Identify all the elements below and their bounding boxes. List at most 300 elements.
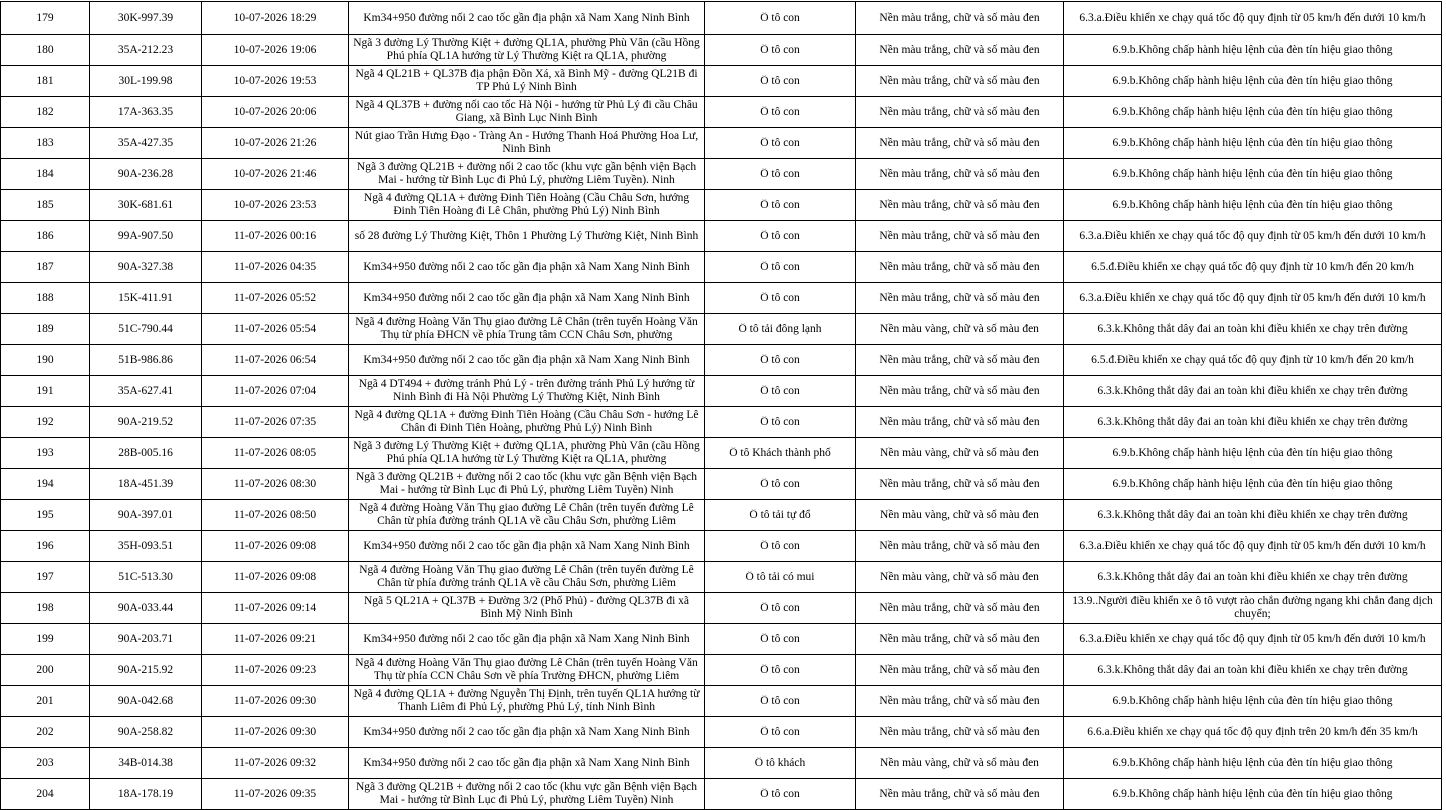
row-number bbox=[1, 35, 90, 66]
cell-plate-color: Nền màu trắng, chữ và số màu đen bbox=[879, 167, 1040, 180]
cell-plate: 51B-986.86 bbox=[118, 353, 173, 366]
cell-violation: 6.3.k.Không thắt dây đai an toàn khi điều khiển xe chạy trên đường bbox=[1097, 322, 1408, 335]
cell-plate: 90A-033.44 bbox=[117, 601, 174, 614]
license-plate bbox=[90, 314, 202, 345]
cell-vehicle: Ô tô con bbox=[760, 198, 800, 211]
plate-color bbox=[856, 748, 1064, 779]
cell-stt: 204 bbox=[36, 787, 54, 800]
cell-plate: 90A-236.28 bbox=[117, 167, 174, 180]
row-number bbox=[1, 376, 90, 407]
cell-time: 10-07-2026 21:26 bbox=[233, 136, 317, 149]
vehicle-type bbox=[705, 407, 856, 438]
plate-color bbox=[856, 438, 1064, 469]
cell-location: Km34+950 đường nối 2 cao tốc gần địa phận xã Nam Xang Ninh Bình bbox=[363, 260, 690, 273]
cell-stt: 195 bbox=[36, 508, 54, 521]
plate-color bbox=[856, 252, 1064, 283]
cell-stt: 197 bbox=[36, 570, 54, 583]
vehicle-type bbox=[705, 2, 856, 35]
table-row bbox=[1, 748, 1442, 779]
table-row bbox=[1, 35, 1442, 66]
cell-time: 11-07-2026 09:30 bbox=[233, 725, 317, 738]
cell-violation: 6.3.a.Điều khiển xe chạy quá tốc độ quy định từ 05 km/h đến dưới 10 km/h bbox=[1079, 229, 1426, 242]
license-plate bbox=[90, 376, 202, 407]
license-plate bbox=[90, 562, 202, 593]
cell-stt: 179 bbox=[36, 11, 54, 24]
cell-time: 10-07-2026 23:53 bbox=[233, 198, 317, 211]
row-number bbox=[1, 128, 90, 159]
cell-vehicle: Ô tô con bbox=[760, 477, 800, 490]
violation-description bbox=[1064, 779, 1442, 810]
violation-location bbox=[349, 66, 705, 97]
violation-time bbox=[202, 438, 349, 469]
violation-description bbox=[1064, 159, 1442, 190]
vehicle-type bbox=[705, 438, 856, 469]
row-number bbox=[1, 314, 90, 345]
cell-violation: 6.6.a.Điều khiển xe chạy quá tốc độ quy định trên 20 km/h đến 35 km/h bbox=[1087, 725, 1418, 738]
cell-stt: 186 bbox=[36, 229, 54, 242]
row-number bbox=[1, 2, 90, 35]
license-plate bbox=[90, 438, 202, 469]
row-number bbox=[1, 221, 90, 252]
vehicle-type bbox=[705, 562, 856, 593]
violation-location bbox=[349, 748, 705, 779]
cell-plate-color: Nền màu trắng, chữ và số màu đen bbox=[879, 663, 1040, 676]
cell-vehicle: Ô tô con bbox=[760, 260, 800, 273]
cell-plate: 90A-203.71 bbox=[117, 632, 174, 645]
violation-description bbox=[1064, 438, 1442, 469]
cell-plate-color: Nền màu trắng, chữ và số màu đen bbox=[879, 11, 1040, 24]
row-number bbox=[1, 717, 90, 748]
table-row bbox=[1, 407, 1442, 438]
cell-vehicle: Ô tô con bbox=[760, 694, 800, 707]
violation-description bbox=[1064, 128, 1442, 159]
cell-violation: 6.9.b.Không chấp hành hiệu lệnh của đèn tín hiệu giao thông bbox=[1112, 105, 1393, 118]
row-number bbox=[1, 686, 90, 717]
table-row bbox=[1, 128, 1442, 159]
row-number bbox=[1, 500, 90, 531]
violation-time bbox=[202, 655, 349, 686]
license-plate bbox=[90, 35, 202, 66]
cell-plate: 90A-258.82 bbox=[117, 725, 174, 738]
vehicle-type bbox=[705, 128, 856, 159]
cell-plate: 18A-178.19 bbox=[117, 787, 174, 800]
cell-time: 10-07-2026 19:06 bbox=[233, 43, 317, 56]
cell-stt: 190 bbox=[36, 353, 54, 366]
cell-stt: 193 bbox=[36, 446, 54, 459]
cell-plate-color: Nền màu trắng, chữ và số màu đen bbox=[879, 694, 1040, 707]
cell-plate-color: Nền màu trắng, chữ và số màu đen bbox=[879, 260, 1040, 273]
cell-location: Ngã 3 đường Lý Thường Kiệt + đường QL1A, phường Phù Vân (cầu Hồng Phú phía QL1A hướng từ Lý Thường Kiệt ra QL1A, phường bbox=[353, 37, 700, 62]
vehicle-type bbox=[705, 35, 856, 66]
table-row bbox=[1, 531, 1442, 562]
violation-description bbox=[1064, 531, 1442, 562]
cell-plate-color: Nền màu trắng, chữ và số màu đen bbox=[879, 477, 1040, 490]
violation-description bbox=[1064, 717, 1442, 748]
plate-color bbox=[856, 283, 1064, 314]
table-row bbox=[1, 500, 1442, 531]
row-number bbox=[1, 593, 90, 624]
cell-vehicle: Ô tô con bbox=[760, 167, 800, 180]
table-row bbox=[1, 562, 1442, 593]
cell-plate-color: Nền màu vàng, chữ và số màu đen bbox=[880, 756, 1039, 769]
cell-violation: 6.3.k.Không thắt dây đai an toàn khi điều khiển xe chạy trên đường bbox=[1097, 570, 1408, 583]
cell-plate-color: Nền màu trắng, chữ và số màu đen bbox=[879, 539, 1040, 552]
cell-plate-color: Nền màu trắng, chữ và số màu đen bbox=[879, 291, 1040, 304]
cell-vehicle: Ô tô khách bbox=[754, 756, 806, 769]
cell-time: 11-07-2026 00:16 bbox=[233, 229, 317, 242]
plate-color bbox=[856, 97, 1064, 128]
cell-vehicle: Ô tô con bbox=[760, 105, 800, 118]
violation-time bbox=[202, 562, 349, 593]
violation-time bbox=[202, 717, 349, 748]
cell-plate: 90A-219.52 bbox=[117, 415, 174, 428]
cell-plate: 90A-327.38 bbox=[117, 260, 174, 273]
violation-location bbox=[349, 35, 705, 66]
cell-plate-color: Nền màu trắng, chữ và số màu đen bbox=[879, 353, 1040, 366]
license-plate bbox=[90, 159, 202, 190]
cell-stt: 188 bbox=[36, 291, 54, 304]
violation-time bbox=[202, 407, 349, 438]
cell-stt: 184 bbox=[36, 167, 54, 180]
cell-plate-color: Nền màu trắng, chữ và số màu đen bbox=[879, 725, 1040, 738]
cell-stt: 181 bbox=[36, 74, 54, 87]
license-plate bbox=[90, 779, 202, 810]
license-plate bbox=[90, 190, 202, 221]
cell-plate-color: Nền màu trắng, chữ và số màu đen bbox=[879, 787, 1040, 800]
cell-violation: 6.9.b.Không chấp hành hiệu lệnh của đèn tín hiệu giao thông bbox=[1112, 787, 1393, 800]
cell-location: Km34+950 đường nối 2 cao tốc gần địa phận xã Nam Xang Ninh Bình bbox=[363, 756, 690, 769]
violation-description bbox=[1064, 190, 1442, 221]
cell-plate: 15K-411.91 bbox=[118, 291, 173, 304]
violation-location bbox=[349, 407, 705, 438]
row-number bbox=[1, 438, 90, 469]
license-plate bbox=[90, 252, 202, 283]
cell-location: Km34+950 đường nối 2 cao tốc gần địa phận xã Nam Xang Ninh Bình bbox=[363, 725, 690, 738]
cell-plate-color: Nền màu trắng, chữ và số màu đen bbox=[879, 136, 1040, 149]
cell-stt: 189 bbox=[36, 322, 54, 335]
violation-description bbox=[1064, 252, 1442, 283]
cell-violation: 6.9.b.Không chấp hành hiệu lệnh của đèn tín hiệu giao thông bbox=[1112, 198, 1393, 211]
cell-stt: 199 bbox=[36, 632, 54, 645]
cell-violation: 6.9.b.Không chấp hành hiệu lệnh của đèn tín hiệu giao thông bbox=[1112, 136, 1393, 149]
violation-location bbox=[349, 469, 705, 500]
cell-time: 11-07-2026 09:08 bbox=[233, 570, 317, 583]
plate-color bbox=[856, 2, 1064, 35]
violation-location bbox=[349, 314, 705, 345]
violation-description bbox=[1064, 407, 1442, 438]
violation-location bbox=[349, 97, 705, 128]
cell-vehicle: Ô tô con bbox=[760, 663, 800, 676]
cell-vehicle: Ô tô tải tự đổ bbox=[749, 508, 811, 521]
table-row bbox=[1, 438, 1442, 469]
license-plate bbox=[90, 655, 202, 686]
violation-location bbox=[349, 686, 705, 717]
license-plate bbox=[90, 128, 202, 159]
cell-stt: 185 bbox=[36, 198, 54, 211]
table-row bbox=[1, 345, 1442, 376]
violation-location bbox=[349, 624, 705, 655]
row-number bbox=[1, 283, 90, 314]
cell-time: 11-07-2026 04:35 bbox=[233, 260, 317, 273]
row-number bbox=[1, 345, 90, 376]
cell-vehicle: Ô tô con bbox=[760, 43, 800, 56]
table-row bbox=[1, 717, 1442, 748]
vehicle-type bbox=[705, 97, 856, 128]
cell-time: 11-07-2026 05:52 bbox=[233, 291, 317, 304]
violation-time bbox=[202, 190, 349, 221]
violation-description bbox=[1064, 66, 1442, 97]
license-plate bbox=[90, 221, 202, 252]
violation-time bbox=[202, 593, 349, 624]
license-plate bbox=[90, 2, 202, 35]
violation-description bbox=[1064, 655, 1442, 686]
vehicle-type bbox=[705, 624, 856, 655]
violation-time bbox=[202, 748, 349, 779]
violation-location bbox=[349, 128, 705, 159]
cell-stt: 183 bbox=[36, 136, 54, 149]
cell-stt: 192 bbox=[36, 415, 54, 428]
cell-time: 11-07-2026 06:54 bbox=[233, 353, 317, 366]
cell-plate: 35A-427.35 bbox=[117, 136, 174, 149]
table-row bbox=[1, 779, 1442, 810]
plate-color bbox=[856, 407, 1064, 438]
violation-location bbox=[349, 345, 705, 376]
violation-time bbox=[202, 283, 349, 314]
cell-location: Ngã 4 đường Hoàng Văn Thụ giao đường Lê Chân (trên tuyến đường Lê Chân từ phía đường tránh QL1A về cầu Châu Sơn, phường Liêm bbox=[359, 502, 694, 527]
violation-time bbox=[202, 469, 349, 500]
violation-location bbox=[349, 159, 705, 190]
violation-description bbox=[1064, 35, 1442, 66]
row-number bbox=[1, 531, 90, 562]
violation-location bbox=[349, 252, 705, 283]
row-number bbox=[1, 159, 90, 190]
cell-vehicle: Ô tô con bbox=[760, 601, 800, 614]
violation-location bbox=[349, 221, 705, 252]
violation-time bbox=[202, 128, 349, 159]
license-plate bbox=[90, 593, 202, 624]
cell-violation: 13.9..Người điều khiển xe ô tô vượt rào chắn đường ngang khi chắn đang dịch chuyển; bbox=[1072, 595, 1433, 620]
vehicle-type bbox=[705, 779, 856, 810]
license-plate bbox=[90, 283, 202, 314]
vehicle-type bbox=[705, 376, 856, 407]
cell-plate-color: Nền màu vàng, chữ và số màu đen bbox=[880, 446, 1039, 459]
cell-plate-color: Nền màu vàng, chữ và số màu đen bbox=[880, 570, 1039, 583]
plate-color bbox=[856, 562, 1064, 593]
cell-violation: 6.5.đ.Điều khiển xe chạy quá tốc độ quy định từ 10 km/h đến 20 km/h bbox=[1091, 260, 1414, 273]
cell-plate: 17A-363.35 bbox=[117, 105, 174, 118]
license-plate bbox=[90, 686, 202, 717]
table-row bbox=[1, 655, 1442, 686]
cell-plate-color: Nền màu trắng, chữ và số màu đen bbox=[879, 384, 1040, 397]
vehicle-type bbox=[705, 748, 856, 779]
license-plate bbox=[90, 531, 202, 562]
row-number bbox=[1, 748, 90, 779]
violation-description bbox=[1064, 748, 1442, 779]
vehicle-type bbox=[705, 655, 856, 686]
cell-location: Km34+950 đường nối 2 cao tốc gần địa phận xã Nam Xang Ninh Bình bbox=[363, 539, 690, 552]
violation-description bbox=[1064, 686, 1442, 717]
table-row bbox=[1, 686, 1442, 717]
cell-violation: 6.9.b.Không chấp hành hiệu lệnh của đèn tín hiệu giao thông bbox=[1112, 756, 1393, 769]
cell-plate: 99A-907.50 bbox=[117, 229, 174, 242]
cell-plate-color: Nền màu trắng, chữ và số màu đen bbox=[879, 632, 1040, 645]
license-plate bbox=[90, 500, 202, 531]
cell-location: Ngã 3 đường QL21B + đường nối 2 cao tốc (khu vực gần Bệnh viện Bạch Mai - hướng từ Bình Lục đi Phủ Lý, phường Liêm Tuyền) Ninh bbox=[355, 471, 698, 496]
violation-description bbox=[1064, 624, 1442, 655]
table-row bbox=[1, 97, 1442, 128]
cell-time: 11-07-2026 08:50 bbox=[233, 508, 317, 521]
violation-location bbox=[349, 190, 705, 221]
cell-violation: 6.9.b.Không chấp hành hiệu lệnh của đèn tín hiệu giao thông bbox=[1112, 446, 1393, 459]
cell-location: Ngã 4 đường QL1A + đường Đinh Tiên Hoàng (Cầu Châu Sơn, hướng Đinh Tiên Hoàng đi Lê Chân, phường Phủ Lý) Ninh Bình bbox=[363, 192, 690, 217]
cell-plate: 30K-681.61 bbox=[117, 198, 174, 211]
violation-description bbox=[1064, 283, 1442, 314]
violation-time bbox=[202, 2, 349, 35]
table-row bbox=[1, 221, 1442, 252]
cell-vehicle: Ô tô con bbox=[760, 136, 800, 149]
row-number bbox=[1, 562, 90, 593]
row-number bbox=[1, 66, 90, 97]
cell-vehicle: Ô tô tải có mui bbox=[745, 570, 815, 583]
cell-location: Ngã 4 QL37B + đường nối cao tốc Hà Nội - hướng từ Phủ Lý đi cầu Châu Giang, xã Bình Lục Ninh Bình bbox=[355, 99, 698, 124]
violation-time bbox=[202, 345, 349, 376]
cell-violation: 6.9.b.Không chấp hành hiệu lệnh của đèn tín hiệu giao thông bbox=[1112, 43, 1393, 56]
violation-time bbox=[202, 314, 349, 345]
cell-time: 11-07-2026 09:32 bbox=[233, 756, 317, 769]
cell-stt: 194 bbox=[36, 477, 54, 490]
cell-violation: 6.3.a.Điều khiển xe chạy quá tốc độ quy định từ 05 km/h đến dưới 10 km/h bbox=[1079, 539, 1426, 552]
table-row bbox=[1, 2, 1442, 35]
cell-stt: 180 bbox=[36, 43, 54, 56]
cell-violation: 6.3.a.Điều khiển xe chạy quá tốc độ quy định từ 05 km/h đến dưới 10 km/h bbox=[1079, 291, 1426, 304]
cell-vehicle: Ô tô con bbox=[760, 787, 800, 800]
table-row bbox=[1, 376, 1442, 407]
plate-color bbox=[856, 128, 1064, 159]
license-plate bbox=[90, 624, 202, 655]
cell-stt: 182 bbox=[36, 105, 54, 118]
cell-location: Nút giao Trần Hưng Đạo - Tràng An - Hướng Thanh Hoá Phường Hoa Lư, Ninh Bình bbox=[354, 130, 699, 155]
cell-vehicle: Ô tô con bbox=[760, 539, 800, 552]
license-plate bbox=[90, 345, 202, 376]
cell-violation: 6.3.k.Không thắt dây đai an toàn khi điều khiển xe chạy trên đường bbox=[1097, 508, 1408, 521]
vehicle-type bbox=[705, 283, 856, 314]
violation-time bbox=[202, 779, 349, 810]
table-row bbox=[1, 252, 1442, 283]
vehicle-type bbox=[705, 531, 856, 562]
vehicle-type bbox=[705, 593, 856, 624]
cell-location: Ngã 5 QL21A + QL37B + Đường 3/2 (Phố Phủ) - đường QL37B đi xã Bình Mỹ Ninh Bình bbox=[363, 595, 690, 620]
cell-vehicle: Ô tô tải đông lạnh bbox=[738, 322, 822, 335]
violation-location bbox=[349, 500, 705, 531]
violation-time bbox=[202, 221, 349, 252]
row-number bbox=[1, 469, 90, 500]
table-row bbox=[1, 469, 1442, 500]
violation-time bbox=[202, 376, 349, 407]
cell-location: Ngã 4 đường Hoàng Văn Thụ giao đường Lê Chân (trên tuyến Hoàng Văn Thụ từ phía CCN Châu Sơn về phía Trường ĐHCN, phường Liêm bbox=[355, 657, 698, 682]
cell-plate: 34B-014.38 bbox=[118, 756, 173, 769]
cell-time: 11-07-2026 09:35 bbox=[233, 787, 317, 800]
plate-color bbox=[856, 593, 1064, 624]
cell-plate-color: Nền màu trắng, chữ và số màu đen bbox=[879, 415, 1040, 428]
cell-location: Ngã 4 QL21B + QL37B địa phận Đồn Xá, xã Bình Mỹ - đường QL21B đi TP Phủ Lý Ninh Bình bbox=[355, 68, 698, 93]
cell-location: Km34+950 đường nối 2 cao tốc gần địa phận xã Nam Xang Ninh Bình bbox=[363, 353, 690, 366]
cell-stt: 200 bbox=[36, 663, 54, 676]
violations-table bbox=[0, 1, 1442, 810]
cell-plate: 90A-042.68 bbox=[117, 694, 174, 707]
violation-description bbox=[1064, 345, 1442, 376]
violation-location bbox=[349, 655, 705, 686]
license-plate bbox=[90, 469, 202, 500]
cell-vehicle: Ô tô con bbox=[760, 384, 800, 397]
violation-location bbox=[349, 779, 705, 810]
cell-violation: 6.9.b.Không chấp hành hiệu lệnh của đèn tín hiệu giao thông bbox=[1112, 477, 1393, 490]
cell-plate: 35H-093.51 bbox=[117, 539, 174, 552]
violation-location bbox=[349, 283, 705, 314]
cell-location: Ngã 4 đường Hoàng Văn Thụ giao đường Lê Chân (trên tuyến Hoàng Văn Thụ từ phía ĐHCN về phía Trung tâm CCN Châu Sơn, phường bbox=[355, 316, 698, 341]
cell-violation: 6.5.đ.Điều khiển xe chạy quá tốc độ quy định từ 10 km/h đến 20 km/h bbox=[1091, 353, 1414, 366]
row-number bbox=[1, 97, 90, 128]
cell-plate-color: Nền màu trắng, chữ và số màu đen bbox=[879, 601, 1040, 614]
violation-time bbox=[202, 66, 349, 97]
violation-location bbox=[349, 438, 705, 469]
cell-time: 10-07-2026 19:53 bbox=[233, 74, 317, 87]
violations-table-body bbox=[1, 2, 1442, 810]
vehicle-type bbox=[705, 345, 856, 376]
cell-location: Ngã 4 DT494 + đường tránh Phủ Lý - trên đường tránh Phủ Lý hướng từ Ninh Bình đi Hà Nội Phường Lý Thường Kiệt, Ninh Bình bbox=[358, 378, 695, 403]
cell-plate-color: Nền màu trắng, chữ và số màu đen bbox=[879, 43, 1040, 56]
table-row bbox=[1, 593, 1442, 624]
cell-stt: 203 bbox=[36, 756, 54, 769]
cell-plate: 35A-627.41 bbox=[117, 384, 174, 397]
cell-stt: 187 bbox=[36, 260, 54, 273]
plate-color bbox=[856, 190, 1064, 221]
cell-stt: 198 bbox=[36, 601, 54, 614]
row-number bbox=[1, 190, 90, 221]
cell-location: Km34+950 đường nối 2 cao tốc gần địa phận xã Nam Xang Ninh Bình bbox=[363, 291, 690, 304]
cell-location: Ngã 4 đường Hoàng Văn Thụ giao đường Lê Chân (trên tuyến đường Lê Chân từ phía đường tránh QL1A về cầu Châu Sơn, phường Liêm bbox=[359, 564, 694, 589]
cell-stt: 202 bbox=[36, 725, 54, 738]
cell-stt: 191 bbox=[36, 384, 54, 397]
plate-color bbox=[856, 655, 1064, 686]
cell-plate-color: Nền màu vàng, chữ và số màu đen bbox=[880, 508, 1039, 521]
cell-location: Ngã 3 đường QL21B + đường nối 2 cao tốc (khu vực gần bệnh viện Bạch Mai - hướng từ Bình Lục đi Phủ Lý, phường Liêm Tuyền). Ninh bbox=[356, 161, 697, 186]
cell-vehicle: Ô tô Khách thành phố bbox=[729, 446, 831, 459]
cell-time: 10-07-2026 21:46 bbox=[233, 167, 317, 180]
license-plate bbox=[90, 97, 202, 128]
cell-plate-color: Nền màu trắng, chữ và số màu đen bbox=[879, 198, 1040, 211]
cell-violation: 6.9.b.Không chấp hành hiệu lệnh của đèn tín hiệu giao thông bbox=[1112, 74, 1393, 87]
table-row bbox=[1, 66, 1442, 97]
violation-location bbox=[349, 717, 705, 748]
violation-description bbox=[1064, 376, 1442, 407]
cell-time: 11-07-2026 09:21 bbox=[233, 632, 317, 645]
cell-time: 11-07-2026 07:35 bbox=[233, 415, 317, 428]
vehicle-type bbox=[705, 252, 856, 283]
cell-plate-color: Nền màu trắng, chữ và số màu đen bbox=[879, 229, 1040, 242]
violation-description bbox=[1064, 97, 1442, 128]
cell-location: số 28 đường Lý Thường Kiệt, Thôn 1 Phường Lý Thường Kiệt, Ninh Bình bbox=[354, 229, 699, 242]
violation-description bbox=[1064, 562, 1442, 593]
cell-time: 11-07-2026 09:14 bbox=[233, 601, 317, 614]
table-row bbox=[1, 624, 1442, 655]
row-number bbox=[1, 407, 90, 438]
row-number bbox=[1, 779, 90, 810]
plate-color bbox=[856, 314, 1064, 345]
cell-vehicle: Ô tô con bbox=[760, 291, 800, 304]
cell-violation: 6.3.k.Không thắt dây đai an toàn khi điều khiển xe chạy trên đường bbox=[1097, 415, 1408, 428]
vehicle-type bbox=[705, 190, 856, 221]
cell-time: 11-07-2026 08:30 bbox=[233, 477, 317, 490]
